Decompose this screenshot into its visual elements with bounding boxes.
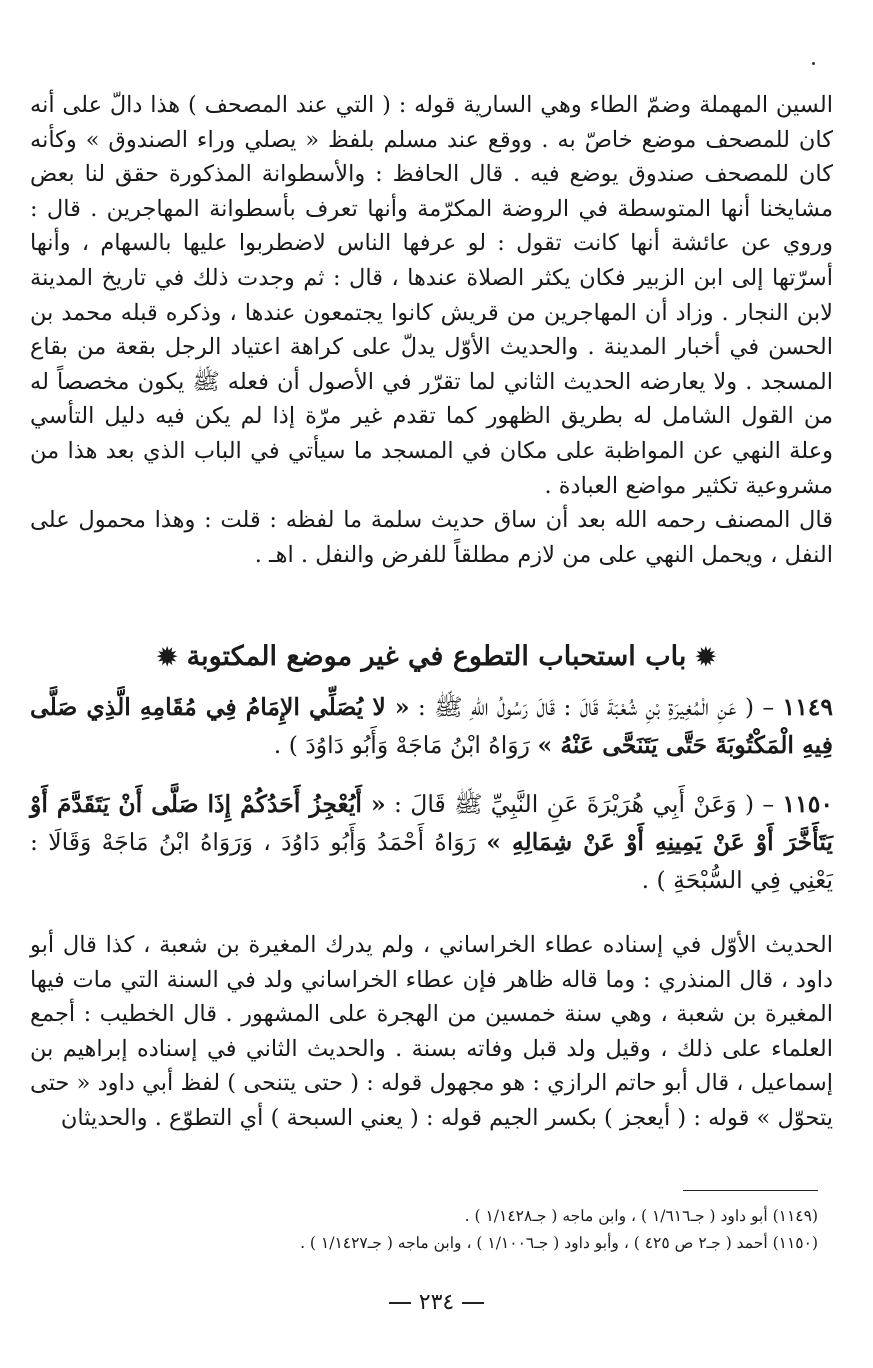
commentary-top bbox=[30, 88, 833, 572]
hadith-number: ١١٥٠ bbox=[782, 790, 833, 818]
commentary-bottom bbox=[30, 928, 833, 1136]
chapter-heading-text: باب استحباب التطوع في غير موضع المكتوبة bbox=[186, 641, 687, 672]
footnote: (١١٥٠) أحمد ( جـ٢ ص ٤٢٥ ) ، وأبو داود ( جـ١/١٠٠٦ ) ، وابن ماجه ( جـ١/١٤٢٧ ) . bbox=[300, 1234, 818, 1252]
hadith-source: رَوَاهُ ابْنُ مَاجَهْ وَأَبُو دَاوُدَ ) . bbox=[273, 731, 530, 759]
commentary-paragraph: قال المصنف رحمه الله بعد أن ساق حديث سلمة ما لفظه : قلت : وهذا محمول على النفل ، ويحمل النهي على من لازم مطلقاً للفرض والنفل . اهـ . bbox=[30, 507, 833, 568]
commentary-paragraph: الحديث الأوّل في إسناده عطاء الخراساني ، ولم يدرك المغيرة بن شعبة ، كذا قال أبو داود ، قال المنذري : وما قاله ظاهر فإن عطاء الخراساني ولد في السنة التي مات فيها المغيرة بن شعبة ، وهي سنة خمسين من الهجرة على المشهور . قال الخطيب : أجمع العلماء على ذلك ، وقيل ولد قبل وفاته بسنة . والحديث الثاني في إسناده إبراهيم بن إسماعيل ، قال أبو حاتم الرازي : هو مجهول قوله : ( حتى يتنحى ) لفظ أبي داود « حتى يتحوّل » قوله : ( أيعجز ) بكسر الجيم قوله : ( يعني السبحة ) أي التطوّع . والحديثان bbox=[30, 932, 833, 1131]
chapter-heading bbox=[60, 637, 813, 677]
hadith-text: « لا يُصَلِّي الإِمَامُ فِي مُقَامِهِ الَّذِي صَلَّى فِيهِ الْمَكْتُوبَةَ حَتَّى يَتَنَحَّى عَنْهُ » bbox=[30, 693, 833, 759]
page-number bbox=[0, 1290, 873, 1315]
page-number-dash bbox=[389, 1302, 411, 1304]
hadith-chain: – ( عَنِ الْمُغِيرَةِ بْنِ شُعْبَةَ قَالَ : قَالَ رَسُولُ اللهِ ﷺ : bbox=[417, 693, 775, 721]
hadith-chain: – ( وَعَنْ أَبِي هُرَيْرَةَ عَنِ النَّبِيِّ ﷺ قَالَ : bbox=[394, 790, 775, 818]
footnote: (١١٤٩) أبو داود ( جـ١/٦١٦ ) ، وابن ماجه ( جـ١/١٤٢٨ ) . bbox=[464, 1207, 818, 1225]
footnotes bbox=[40, 1203, 818, 1257]
page-number-dash bbox=[462, 1302, 484, 1304]
ornament-star-icon: ✹ bbox=[695, 642, 716, 671]
hadith-1150 bbox=[30, 785, 833, 899]
hadith-1149 bbox=[30, 688, 833, 764]
hadith-text: « أَيُعْجِزُ أَحَدُكُمْ إِذَا صَلَّى أَنْ يَتَقَدَّمَ أَوْ يَتَأَخَّرَ أَوْ عَنْ يَمِينِهِ أَوْ عَنْ شِمَالِهِ » bbox=[30, 790, 833, 856]
ornament-star-icon: ✹ bbox=[157, 642, 178, 671]
footnote-divider bbox=[683, 1190, 818, 1191]
hadith-number: ١١٤٩ bbox=[782, 693, 833, 721]
hadith-source: رَوَاهُ أَحْمَدُ وَأَبُو دَاوُدَ ، وَرَوَاهُ ابْنُ مَاجَهْ وَقَالَا : يَعْنِي فِي السُّبْحَةِ ) . bbox=[30, 828, 833, 894]
page-number-text: ٢٣٤ bbox=[418, 1290, 455, 1315]
scan-speck bbox=[812, 62, 815, 65]
commentary-paragraph: السين المهملة وضمّ الطاء وهي السارية قوله : ( التي عند المصحف ) هذا دالّ على أنه كان للمصحف موضع خاصّ به . ووقع عند مسلم بلفظ « يصلي وراء الصندوق » وكأنه كان للمصحف صندوق يوضع فيه . قال الحافظ : والأسطوانة المذكورة حقق لنا بعض مشايخنا أنها المتوسطة في الروضة المكرّمة وأنها تعرف بأسطوانة المهاجرين . قال : وروي عن عائشة أنها كانت تقول : لو عرفها الناس لاضطربوا عليها بالسهام ، وأنها أسرّتها إلى ابن الزبير فكان يكثر الصلاة عندها ، قال : ثم وجدت ذلك في تاريخ المدينة لابن النجار . وزاد أن المهاجرين من قريش كانوا يجتمعون عندها ، وذكره قبله محمد بن الحسن في أخبار المدينة . والحديث الأوّل يدلّ على كراهة اعتياد الرجل بقعة من بقاع المسجد . ولا يعارضه الحديث الثاني لما تقرّر في الأصول أن فعله ﷺ يكون مخصصاً له من القول الشامل له بطريق الظهور كما تقدم غير مرّة إذا لم يكن فيه دليل التأسي وعلة النهي عن المواظبة على مكان في المسجد ما سيأتي في الباب الذي بعد هذا من مشروعية تكثير مواضع العبادة . bbox=[30, 92, 833, 499]
